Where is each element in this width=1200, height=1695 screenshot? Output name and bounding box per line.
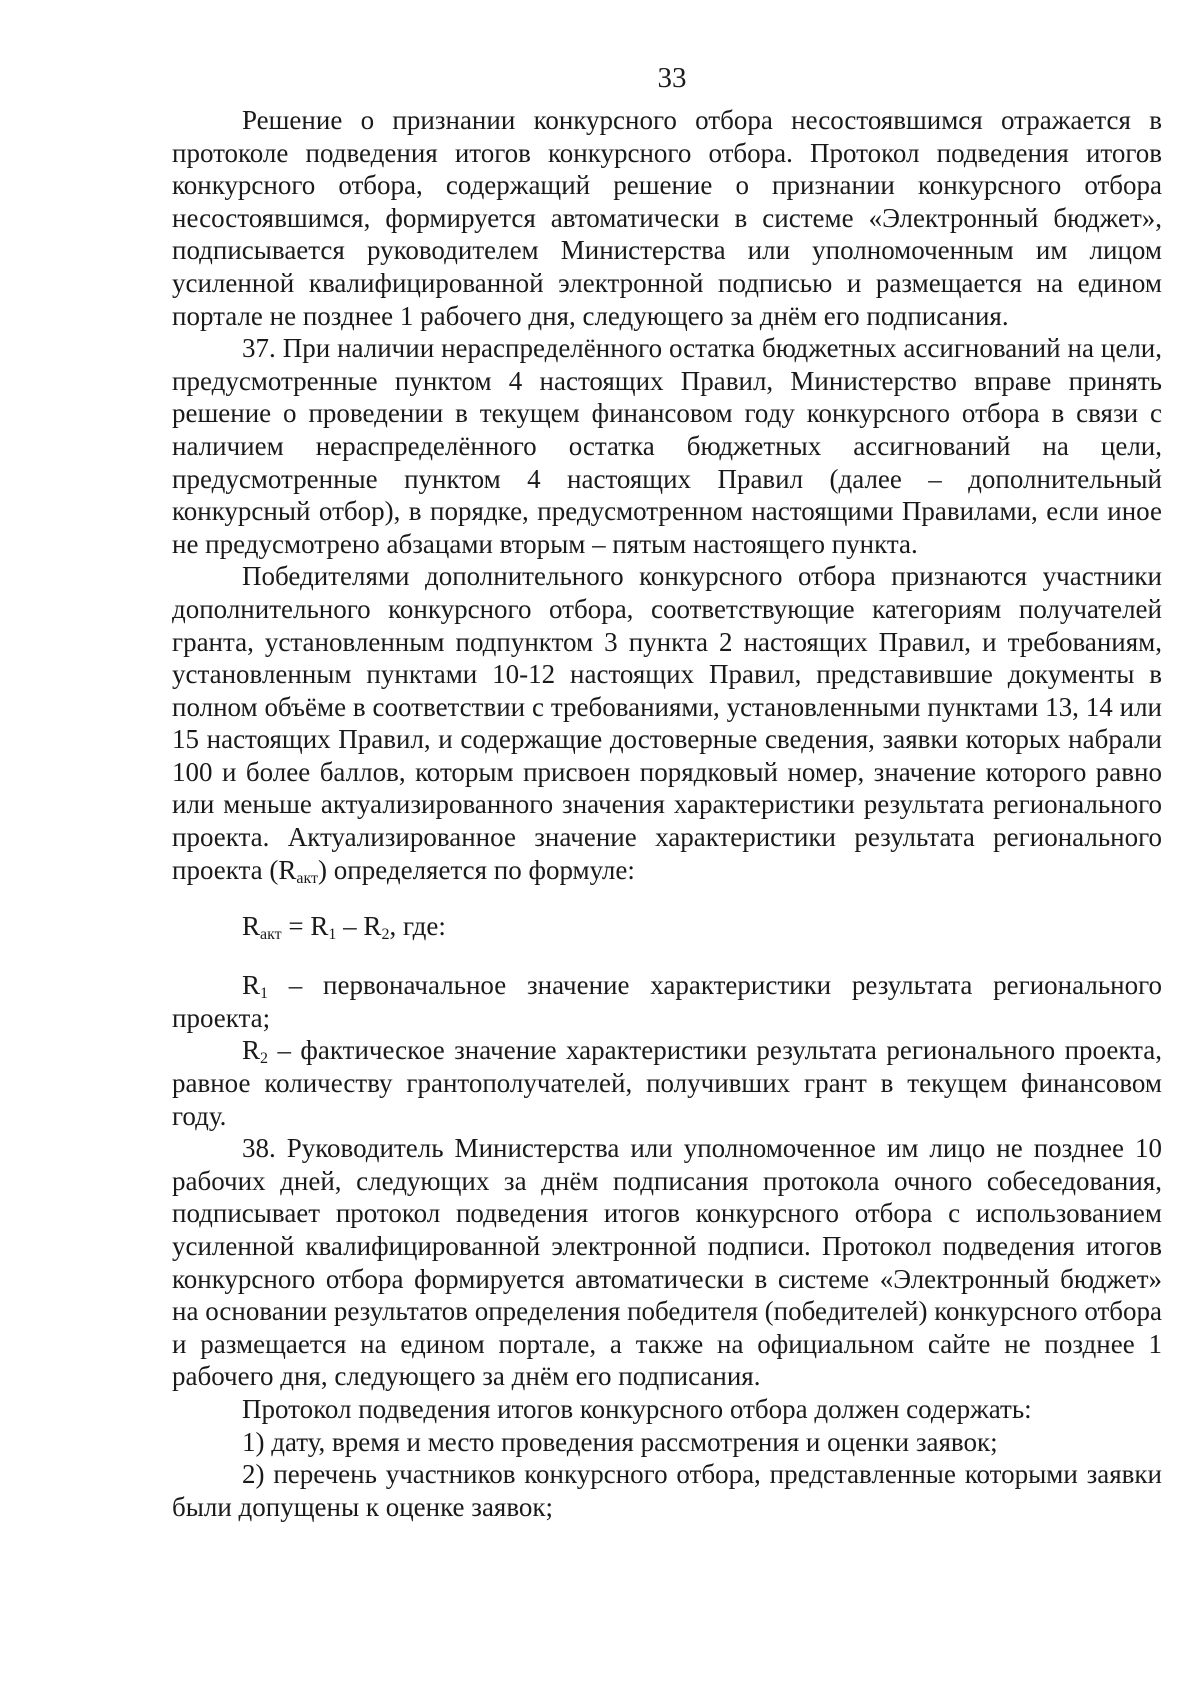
paragraph-item-37: 37. При наличии нераспределённого остатка бюджетных ассигнований на цели, предусмотренные пунктом 4 настоящих Правил, Министерство вправе принять решение о проведении в текущем финансовом году конкурсного отбора в связи с наличием нераспределённого остатка бюджетных ассигнований на цели, предусмотренные пунктом 4 настоящих Правил (далее – дополнительный конкурсный отбор), в порядке, предусмотренном настоящими Правилами, если иное не предусмотрено абзацами вторым – пятым настоящего пункта. [172, 333, 1162, 559]
definition-r2-sub: 2 [260, 1050, 269, 1068]
paragraph-winners-additional-selection [172, 560, 1162, 886]
definition-r2-text: – фактическое значение характеристики результата регионального проекта, равное количеству грантополучателей, получивших грант в текущем финансовом году. [172, 1035, 1162, 1131]
definition-r1-text: – первоначальное значение характеристики результата регионального проекта; [172, 970, 1162, 1033]
list-item-1: 1) дату, время и место проведения рассмотрения и оценки заявок; [242, 1426, 998, 1457]
formula-sub-1: 1 [328, 926, 337, 944]
formula-equals-r1: = R [281, 911, 329, 942]
definition-r2-symbol: R [242, 1035, 261, 1066]
definition-r2 [172, 1034, 1162, 1132]
list-item-2: 2) перечень участников конкурсного отбора, представленные которыми заявки были допущены к оценке заявок; [172, 1459, 1162, 1522]
formula-minus-r2: – R [336, 911, 382, 942]
paragraph-item-38: 38. Руководитель Министерства или уполномоченное им лицо не позднее 10 рабочих дней, следующих за днём подписания протокола очного собеседования, подписывает протокол подведения итогов конкурсного отбора с использованием усиленной квалифицированной электронной подписи. Протокол подведения итогов конкурсного отбора формируется автоматически в системе «Электронный бюджет» на основании результатов определения победителя (победителей) конкурсного отбора и размещается на едином портале, а также на официальном сайте не позднее 1 рабочего дня, следующего за днём его подписания. [172, 1133, 1162, 1392]
subscript-akt: акт [296, 869, 319, 887]
paragraph-winners-tail: ) определяется по формуле: [318, 854, 635, 885]
paragraph-protocol-contents: Протокол подведения итогов конкурсного отбора должен содержать: [242, 1393, 1032, 1424]
paragraph-winners-text: Победителями дополнительного конкурсного отбора признаются участники дополнительного конкурсного отбора, соответствующие категориям получателей гранта, установленным подпунктом 3 пункта 2 настоящих Правил, и требованиям, установленным пунктами 10-12 настоящих Правил, представившие документы в полном объёме в соответствии с требованиями, установленными пунктами 13, 14 или 15 настоящих Правил, и содержащие достоверные сведения, заявки которых набрали 100 и более баллов, которым присвоен порядковый номер, значение которого равно или меньше актуализированного значения характеристики результата регионального проекта. Актуализированное значение характеристики результата регионального проекта (R [172, 561, 1162, 885]
formula-sub-2: 2 [381, 926, 390, 944]
formula-where: , где: [389, 911, 446, 942]
document-page [172, 60, 1162, 1523]
paragraph-decision-failed-selection: Решение о признании конкурсного отбора несостоявшимся отражается в протоколе подведения итогов конкурсного отбора. Протокол подведения итогов конкурсного отбора, содержащий решение о признании конкурсного отбора несостоявшимся, формируется автоматически в системе «Электронный бюджет», подписывается руководителем Министерства или уполномоченным им лицом усиленной квалифицированной электронной подписью и размещается на едином портале не позднее 1 рабочего дня, следующего за днём его подписания. [172, 105, 1162, 331]
definition-r1 [172, 969, 1162, 1034]
page-number: 33 [657, 62, 687, 94]
formula [242, 910, 1162, 943]
definition-r1-symbol: R [242, 970, 261, 1001]
definition-r1-sub: 1 [260, 985, 269, 1003]
formula-r-akt: R [242, 911, 261, 942]
formula-sub-akt: акт [260, 926, 282, 944]
